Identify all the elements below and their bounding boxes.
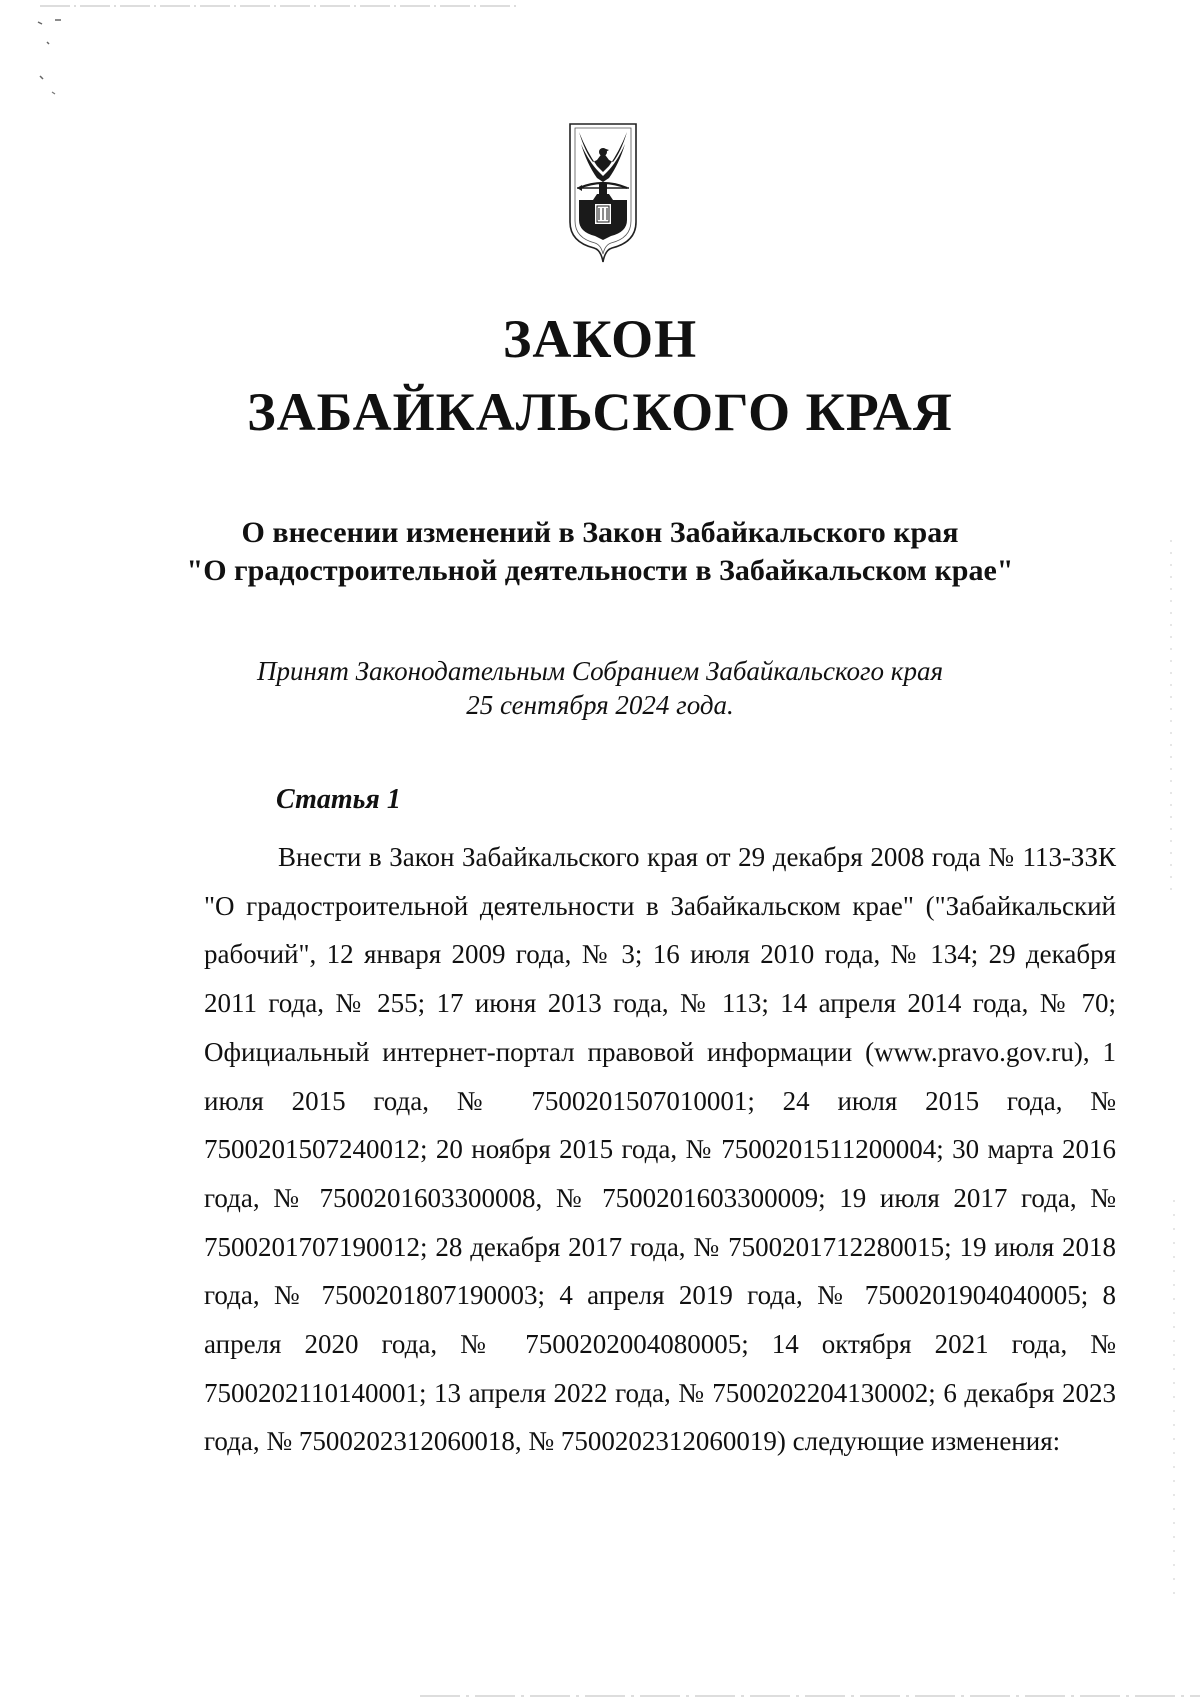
law-subject-line-1: О внесении изменений в Закон Забайкальского края [241, 516, 959, 549]
adoption-date: 25 сентября 2024 года. [466, 690, 734, 720]
law-title: ЗАКОН [502, 309, 698, 369]
article-heading: Статья 1 [276, 784, 401, 815]
zabaikalsky-krai-coat-of-arms-icon [567, 122, 639, 264]
law-region-title: ЗАБАЙКАЛЬСКОГО КРАЯ [247, 382, 953, 442]
law-subject-line-2: "О градостроительной деятельности в Забайкальском крае" [186, 554, 1014, 587]
article-body-text: Внести в Закон Забайкальского края от 29 декабря 2008 года № 113-ЗЗК "О градостроительной деятельности в Забайкальском крае" ("Забайкальский рабочий", 12 января 2009 года, № 3; 16 июля 2010 года, № 134; 29 декабря 2011 года, № 255; 17 июня 2013 года, № 113; 14 апреля 2014 года, № 70; Официальный интернет-портал правовой информации (www.pravo.gov.ru), 1 июля 2015 года, № 7500201507010001; 24 июля 2015 года, № 7500201507240012; 20 ноября 2015 года, № 7500201511200004; 30 марта 2016 года, № 7500201603300008, № 7500201603300009; 19 июля 2017 года, № 7500201707190012; 28 декабря 2017 года, № 7500201712280015; 19 июля 2018 года, № 7500201807190003; 4 апреля 2019 года, № 7500201904040005; 8 апреля 2020 года, № 7500202004080005; 14 октября 2021 года, № 7500202110140001; 13 апреля 2022 года, № 7500202204130002; 6 декабря 2023 года, № 7500202312060018, № 7500202312060019) следующие изменения: [204, 842, 1116, 1457]
adoption-note-line-1: Принят Законодательным Собранием Забайкальского края [256, 656, 943, 686]
